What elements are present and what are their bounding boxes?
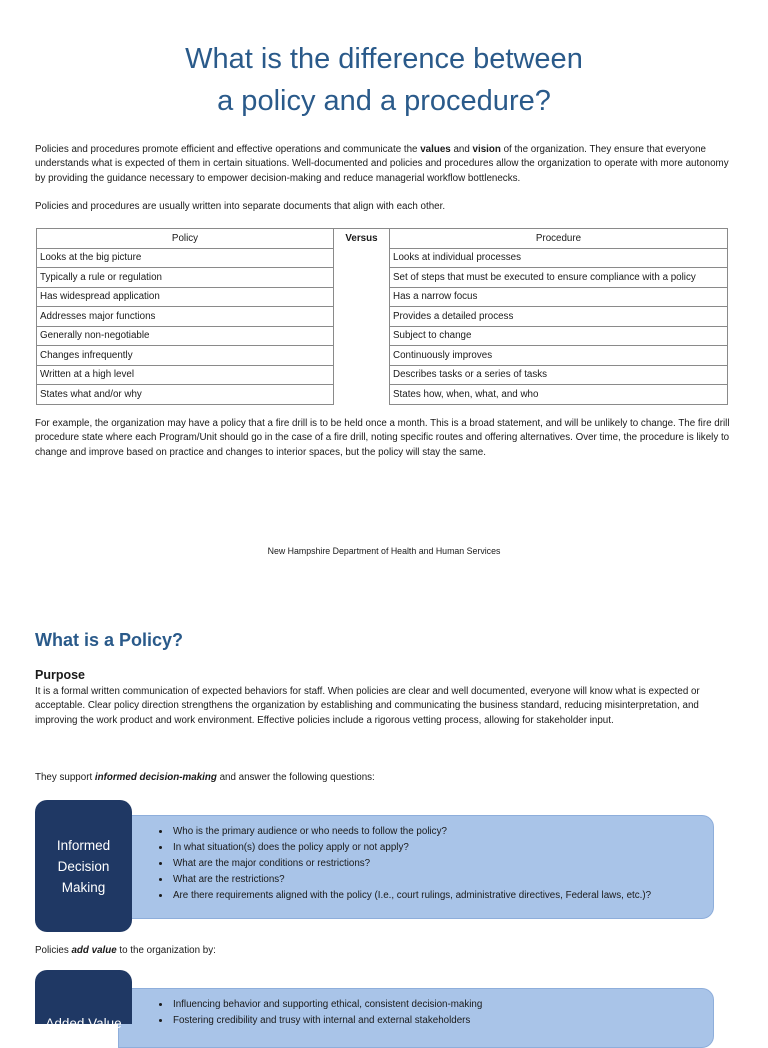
procedure-cell: Looks at individual processes — [390, 248, 728, 268]
policy-cell: Looks at the big picture — [37, 248, 334, 268]
versus-cell — [334, 248, 390, 268]
value-after: to the organization by: — [116, 945, 216, 956]
added-value-tab-label: Added Value — [45, 1016, 122, 1031]
list-item: • Who is the primary audience or who needs to follow the policy? — [171, 824, 713, 840]
policy-cell: Generally non-negotiable — [37, 326, 334, 346]
list-item: • What are the major conditions or restrictions? — [171, 856, 713, 872]
informed-decision-tab: Informed Decision Making — [35, 800, 132, 932]
value-emphasis: add value — [71, 945, 117, 956]
versus-cell — [334, 307, 390, 327]
versus-cell — [334, 268, 390, 288]
procedure-cell: Provides a detailed process — [390, 307, 728, 327]
support-line — [35, 772, 375, 783]
separate-docs-paragraph: Policies and procedures are usually written into separate documents that align with each other. — [35, 201, 446, 212]
procedure-cell: Set of steps that must be executed to ensure compliance with a policy — [390, 268, 728, 288]
policy-cell: Changes infrequently — [37, 346, 334, 366]
intro-values: values — [420, 144, 451, 155]
list-item: • What are the restrictions? — [171, 872, 713, 888]
intro-vision: vision — [472, 144, 501, 155]
page-footer: New Hampshire Department of Health and Human Services — [267, 546, 501, 556]
intro-text-2: of the organization. They ensure that everyone understands what is expected of them in certain situations. Well-documented and policies and procedures allow the organization to operate with more autonomy by providing the guidance necessary to empower decision-making and reduce managerial workflow bottlenecks. — [35, 144, 729, 184]
header-versus: Versus — [334, 229, 390, 249]
procedure-cell: States how, when, what, and who — [390, 385, 728, 405]
title-line-1: What is the difference between — [185, 43, 583, 75]
table-row — [37, 307, 728, 327]
list-item: • Influencing behavior and supporting ethical, consistent decision-making — [171, 997, 713, 1013]
purpose-paragraph: It is a formal written communication of expected behaviors for staff. When policies are clear and well documented, everyone will know what is expected or acceptable. Clear policy direction strengthens the organization by establishing and communicating the business standard, reducing misinterpretation, and improving the work product and work environment. Effective policies include a rigorous vetting process, allowing for stakeholder input. — [35, 686, 700, 726]
table-row — [37, 365, 728, 385]
procedure-cell: Continuously improves — [390, 346, 728, 366]
title-line-2: a policy and a procedure? — [217, 85, 551, 117]
support-after: and answer the following questions: — [216, 772, 375, 783]
procedure-cell: Subject to change — [390, 326, 728, 346]
list-item: • Fostering credibility and trusy with internal and external stakeholders — [171, 1013, 713, 1029]
versus-cell — [334, 326, 390, 346]
list-item: • Are there requirements aligned with the policy (I.e., court rulings, administrative directives, Federal laws, etc.)? — [171, 888, 713, 904]
value-line — [35, 945, 216, 956]
added-value-panel — [118, 988, 714, 1048]
table-row — [37, 287, 728, 307]
added-value-tab — [35, 970, 132, 1031]
informed-decision-panel — [118, 815, 714, 919]
purpose-heading: Purpose — [35, 668, 86, 682]
header-procedure: Procedure — [390, 229, 728, 249]
intro-text-1: Policies and procedures promote efficient and effective operations and communicate the — [35, 144, 421, 155]
table-row — [37, 326, 728, 346]
support-before: They support — [35, 772, 95, 783]
table-row — [37, 385, 728, 405]
versus-cell — [334, 365, 390, 385]
comparison-table — [36, 228, 728, 405]
versus-cell — [334, 287, 390, 307]
header-policy: Policy — [37, 229, 334, 249]
procedure-cell: Has a narrow focus — [390, 287, 728, 307]
policy-cell: Written at a high level — [37, 365, 334, 385]
versus-cell — [334, 385, 390, 405]
support-emphasis: informed decision-making — [94, 772, 217, 783]
informed-decision-list — [119, 824, 713, 904]
page-title — [0, 38, 768, 122]
table-row — [37, 248, 728, 268]
intro-paragraph — [35, 143, 735, 186]
policy-cell: Typically a rule or regulation — [37, 268, 334, 288]
intro-and: and — [450, 144, 473, 155]
policy-cell: Addresses major functions — [37, 307, 334, 327]
table-row — [37, 346, 728, 366]
example-paragraph: For example, the organization may have a policy that a fire drill is to be held once a month. This is a broad statement, and will be unlikely to change. The fire drill procedure state where each Program/Unit should go in the case of a fire drill, noting specific routes and offering alternatives. Over time, the procedure is likely to change and improve based on practice and changes to interior spaces, but the policy will stay the same. — [35, 418, 730, 458]
policy-cell: Has widespread application — [37, 287, 334, 307]
versus-cell — [334, 346, 390, 366]
value-before: Policies — [35, 945, 72, 956]
table-row — [37, 268, 728, 288]
procedure-cell: Describes tasks or a series of tasks — [390, 365, 728, 385]
list-item: • In what situation(s) does the policy apply or not apply? — [171, 840, 713, 856]
table-header-row — [37, 229, 728, 249]
policy-heading: What is a Policy? — [35, 630, 184, 650]
policy-cell: States what and/or why — [37, 385, 334, 405]
added-value-list — [119, 997, 713, 1029]
